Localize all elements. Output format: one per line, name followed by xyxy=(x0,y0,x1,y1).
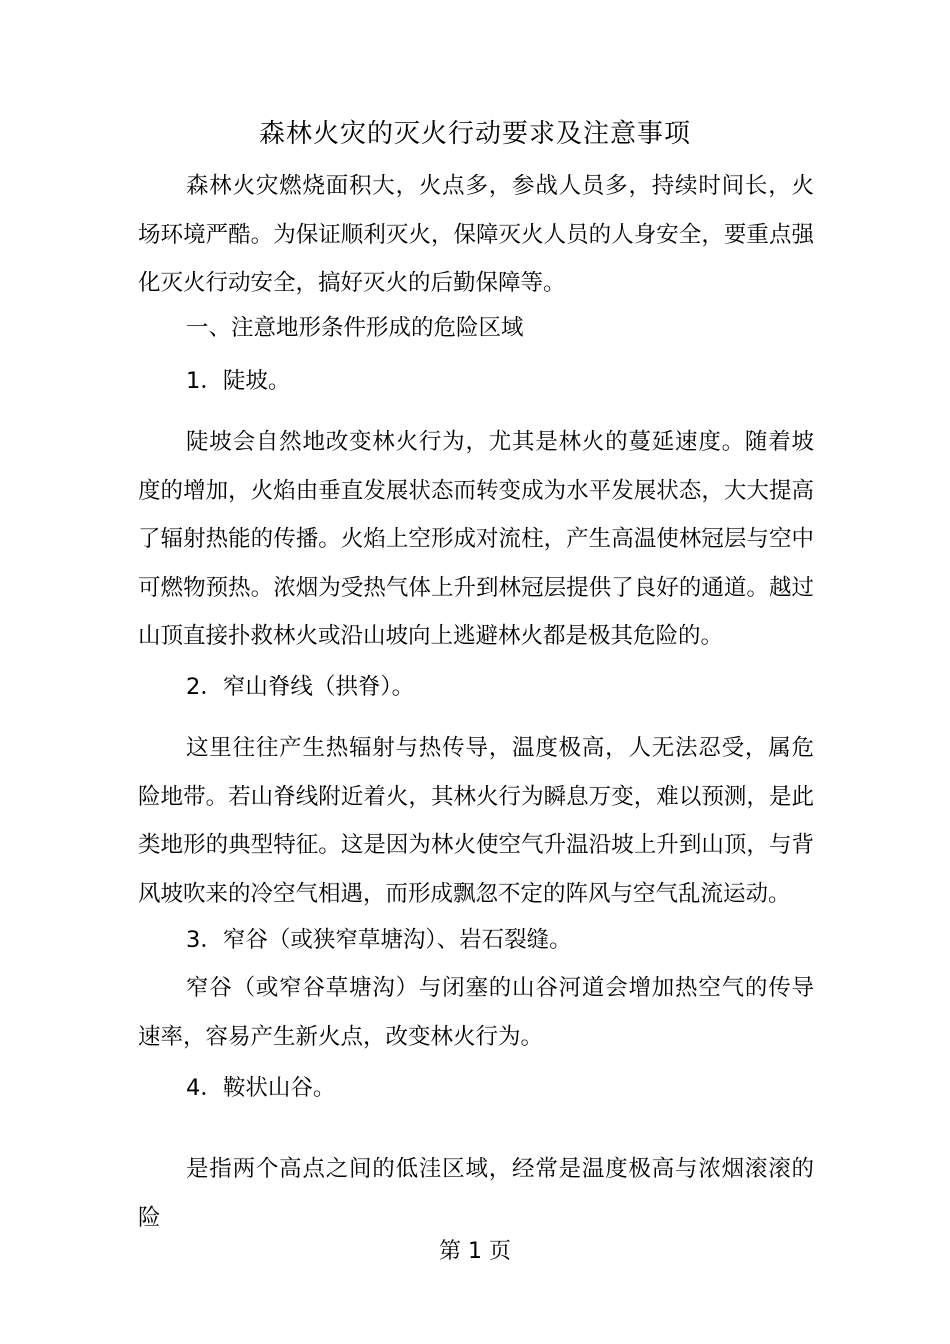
item-heading-narrow-valley: 3．窄谷（或狭窄草塘沟）、岩石裂缝。 xyxy=(186,927,572,953)
item-body-steep-slope: 陡坡会自然地改变林火行为，尤其是林火的蔓延速度。随着坡度的增加，火焰由垂直发展状态而转变成为水平发展状态，大大提高了辐射热能的传播。火焰上空形成对流柱，产生高温使林冠层与空中可燃物预热。浓烟为受热气体上升到林冠层提供了良好的通道。越过山顶直接扑救林火或沿山坡向上逃避林火都是极其危险的。 xyxy=(138,429,814,649)
document-title: 森林火灾的灭火行动要求及注意事项 xyxy=(258,119,691,149)
item-body-narrow-valley: 窄谷（或窄谷草塘沟）与闭塞的山谷河道会增加热空气的传导速率，容易产生新火点，改变林火行为。 xyxy=(138,975,814,1050)
item-heading-narrow-ridge: 2．窄山脊线（拱脊）。 xyxy=(186,674,415,700)
intro-paragraph: 森林火灾燃烧面积大，火点多，参战人员多，持续时间长，火场环境严酷。为保证顺利灭火，保障灭火人员的人身安全，要重点强化灭火行动安全，搞好灭火的后勤保障等。 xyxy=(138,173,814,296)
page-number: 第 1 页 xyxy=(439,1239,511,1264)
item-heading-steep-slope: 1．陡坡。 xyxy=(186,368,291,394)
section-heading-terrain: 一、注意地形条件形成的危险区域 xyxy=(186,315,524,341)
item-body-narrow-ridge: 这里往往产生热辐射与热传导，温度极高，人无法忍受，属危险地带。若山脊线附近着火，其林火行为瞬息万变，难以预测，是此类地形的典型特征。这是因为林火使空气升温沿坡上升到山顶，与背风坡吹来的冷空气相遇，而形成飘忽不定的阵风与空气乱流运动。 xyxy=(138,735,814,907)
item-heading-saddle-valley: 4．鞍状山谷。 xyxy=(186,1075,336,1101)
item-body-saddle-valley: 是指两个高点之间的低洼区域，经常是温度极高与浓烟滚滚的险 xyxy=(138,1156,814,1231)
